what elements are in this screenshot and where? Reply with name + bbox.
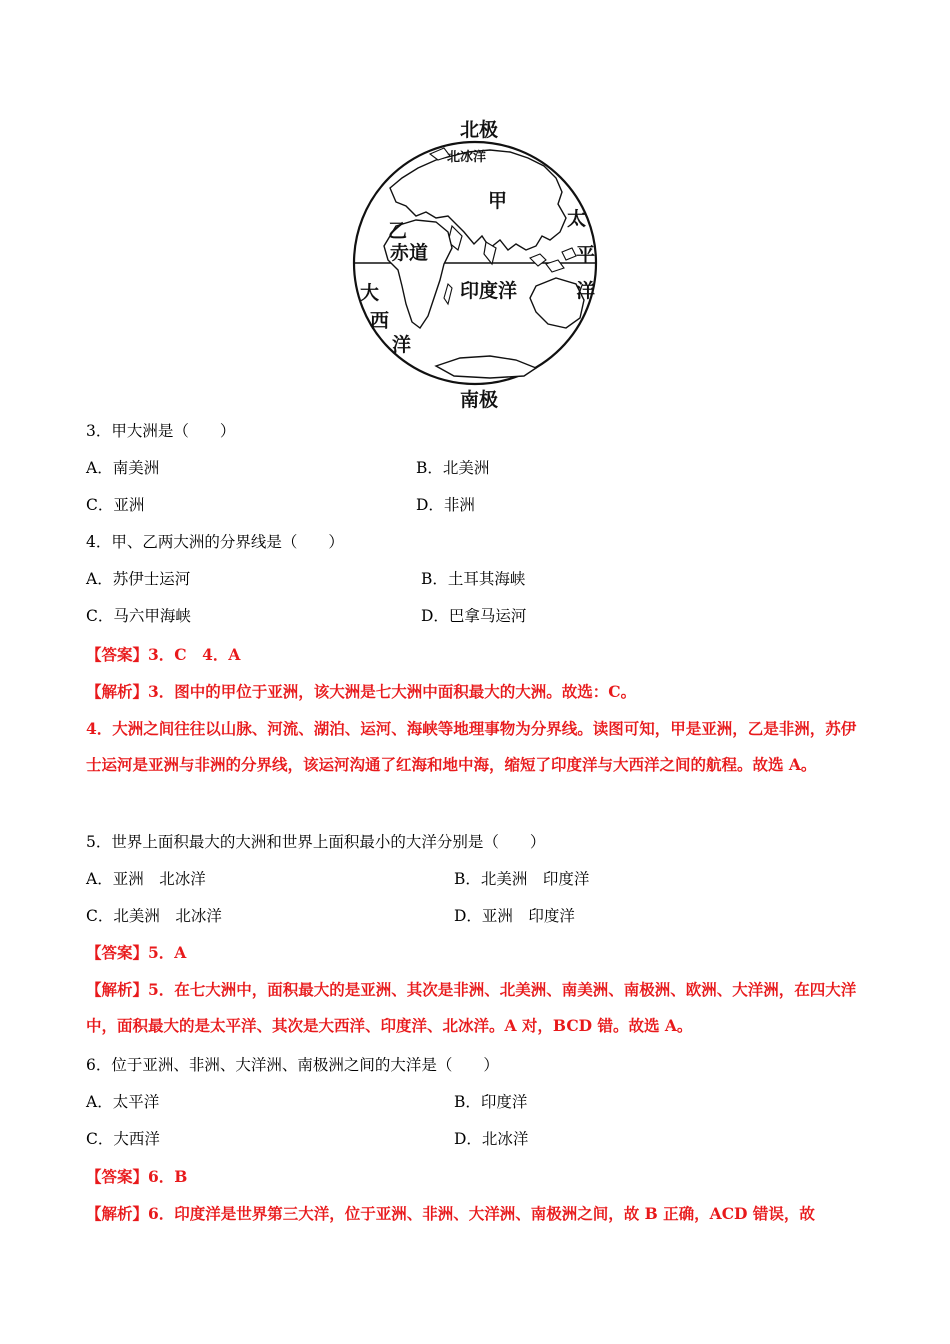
analysis-4: 4．大洲之间往往以山脉、河流、湖泊、运河、海峡等地理事物为分界线。读图可知，甲是亚洲，乙是非洲，苏伊士运河是亚洲与非洲的分界线，该运河沟通了红海和地中海，缩短了印度洋与大西洋之间的航程。故选 A。	[86, 719, 857, 774]
pacific-label-3: 洋	[576, 280, 596, 302]
atlantic-label-2: 西	[370, 310, 390, 332]
jia-label: 甲	[488, 190, 508, 212]
south-pole-label: 南极	[460, 389, 499, 411]
atlantic-label-1: 大	[360, 282, 380, 304]
indian-ocean-label: 印度洋	[460, 280, 518, 302]
q6-option-b: B．印度洋	[454, 1093, 528, 1111]
q4-option-b: B．土耳其海峡	[421, 570, 526, 588]
atlantic-label-3: 洋	[392, 334, 412, 356]
q6-option-a: A．太平洋	[86, 1093, 160, 1111]
q5-option-c: C．北美洲 北冰洋	[86, 907, 222, 925]
q3-option-a: A．南美洲	[86, 459, 160, 477]
arctic-ocean-label: 北冰洋	[447, 150, 487, 165]
q4-stem: 4．甲、乙两大洲的分界线是（ ）	[86, 533, 344, 551]
answer-3-4: 【答案】3．C 4．A	[86, 645, 241, 664]
q5-option-a: A．亚洲 北冰洋	[86, 870, 206, 888]
q5-option-d: D．亚洲 印度洋	[454, 907, 575, 925]
q6-option-c: C．大西洋	[86, 1130, 160, 1148]
q6-option-d: D．北冰洋	[454, 1130, 529, 1148]
analysis-5: 【解析】5．在七大洲中，面积最大的是亚洲、其次是非洲、北美洲、南美洲、南极洲、欧洲、大洋洲，在四大洋中，面积最大的是太平洋、其次是大西洋、印度洋、北冰洋。A 对，BCD 错。故选 A。	[86, 980, 857, 1035]
equator-label: 赤道	[390, 242, 429, 264]
pacific-label-2: 平	[576, 244, 596, 266]
q4-option-d: D．巴拿马运河	[421, 607, 527, 625]
north-pole-label: 北极	[460, 119, 499, 141]
q3-option-b: B．北美洲	[416, 459, 490, 477]
pacific-label-1: 太	[567, 208, 587, 230]
q5-stem: 5．世界上面积最大的大洲和世界上面积最小的大洋分别是（ ）	[86, 833, 546, 851]
q3-option-d: D．非洲	[416, 496, 475, 514]
q5-option-b: B．北美洲 印度洋	[454, 870, 590, 888]
answer-5: 【答案】5．A	[86, 943, 187, 962]
q4-option-c: C．马六甲海峡	[86, 607, 191, 625]
globe-map-figure	[340, 108, 610, 413]
q4-option-a: A．苏伊士运河	[86, 570, 191, 588]
q3-option-c: C．亚洲	[86, 496, 145, 514]
analysis-6: 【解析】6．印度洋是世界第三大洋，位于亚洲、非洲、大洋洲、南极洲之间，故 B 正确，ACD 错误，故	[86, 1204, 815, 1223]
q6-stem: 6．位于亚洲、非洲、大洋洲、南极洲之间的大洋是（ ）	[86, 1056, 499, 1074]
analysis-3: 【解析】3．图中的甲位于亚洲，该大洲是七大洲中面积最大的大洲。故选：C。	[86, 682, 637, 701]
q3-stem: 3．甲大洲是（ ）	[86, 422, 236, 440]
yi-label: 乙	[388, 220, 408, 242]
answer-6: 【答案】6．B	[86, 1167, 188, 1186]
